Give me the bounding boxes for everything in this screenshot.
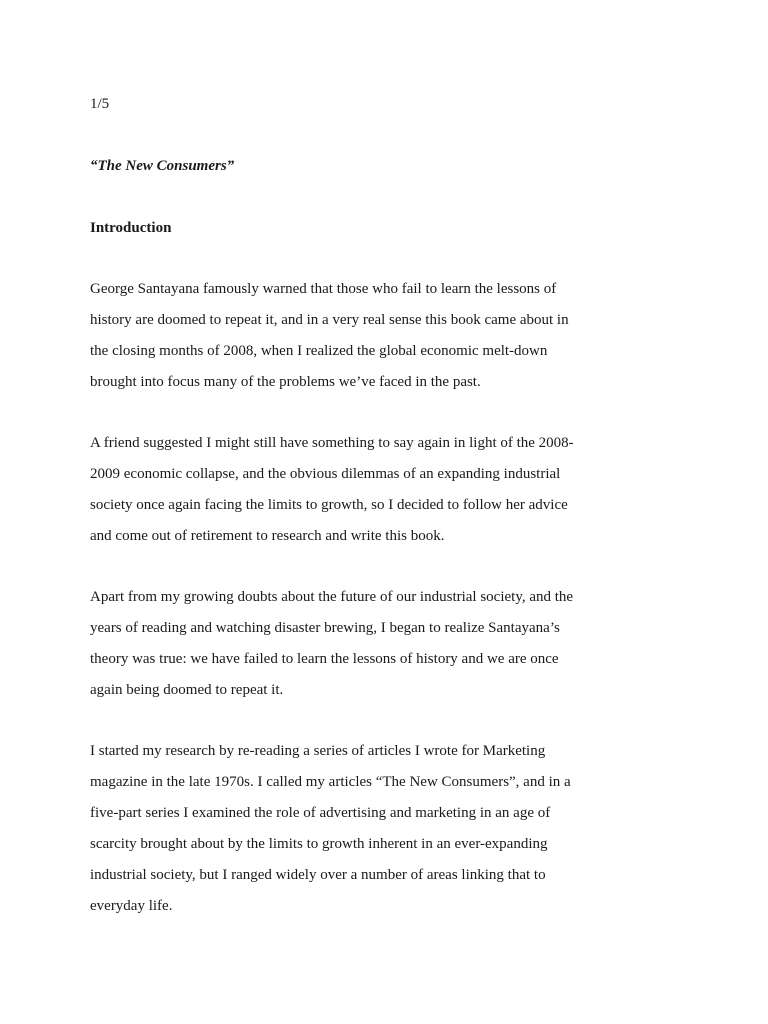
page-number: 1/5 xyxy=(90,96,110,112)
paragraph-line: everyday life. xyxy=(90,898,173,914)
paragraph-4 xyxy=(90,736,690,922)
section-heading: Introduction xyxy=(90,220,172,236)
paragraph-1 xyxy=(90,274,690,398)
paragraph-line: brought into focus many of the problems we’ve faced in the past. xyxy=(90,374,481,390)
paragraph-line: five-part series I examined the role of advertising and marketing in an age of xyxy=(90,805,551,821)
paragraph-line: theory was true: we have failed to learn the lessons of history and we are once xyxy=(90,651,559,667)
paragraph-line: scarcity brought about by the limits to growth inherent in an ever-expanding xyxy=(90,836,548,852)
paragraph-line: society once again facing the limits to growth, so I decided to follow her advice xyxy=(90,497,568,513)
paragraph-line: Apart from my growing doubts about the future of our industrial society, and the xyxy=(90,589,574,605)
paragraph-line: again being doomed to repeat it. xyxy=(90,682,284,698)
paragraph-line: and come out of retirement to research and write this book. xyxy=(90,528,445,544)
paragraph-line: years of reading and watching disaster brewing, I began to realize Santayana’s xyxy=(90,620,560,636)
document-title: “The New Consumers” xyxy=(90,158,235,174)
paragraph-line: the closing months of 2008, when I realized the global economic melt-down xyxy=(90,343,548,359)
paragraph-line: George Santayana famously warned that those who fail to learn the lessons of xyxy=(90,281,557,297)
paragraph-line: industrial society, but I ranged widely over a number of areas linking that to xyxy=(90,867,546,883)
paragraph-line: magazine in the late 1970s. I called my articles “The New Consumers”, and in a xyxy=(90,774,571,790)
paragraph-line: I started my research by re-reading a series of articles I wrote for Marketing xyxy=(90,743,546,759)
paragraph-line: 2009 economic collapse, and the obvious dilemmas of an expanding industrial xyxy=(90,466,561,482)
paragraph-3 xyxy=(90,582,690,706)
paragraph-line: A friend suggested I might still have something to say again in light of the 2008- xyxy=(90,435,574,451)
paragraph-2 xyxy=(90,428,690,552)
paragraph-line: history are doomed to repeat it, and in a very real sense this book came about in xyxy=(90,312,569,328)
